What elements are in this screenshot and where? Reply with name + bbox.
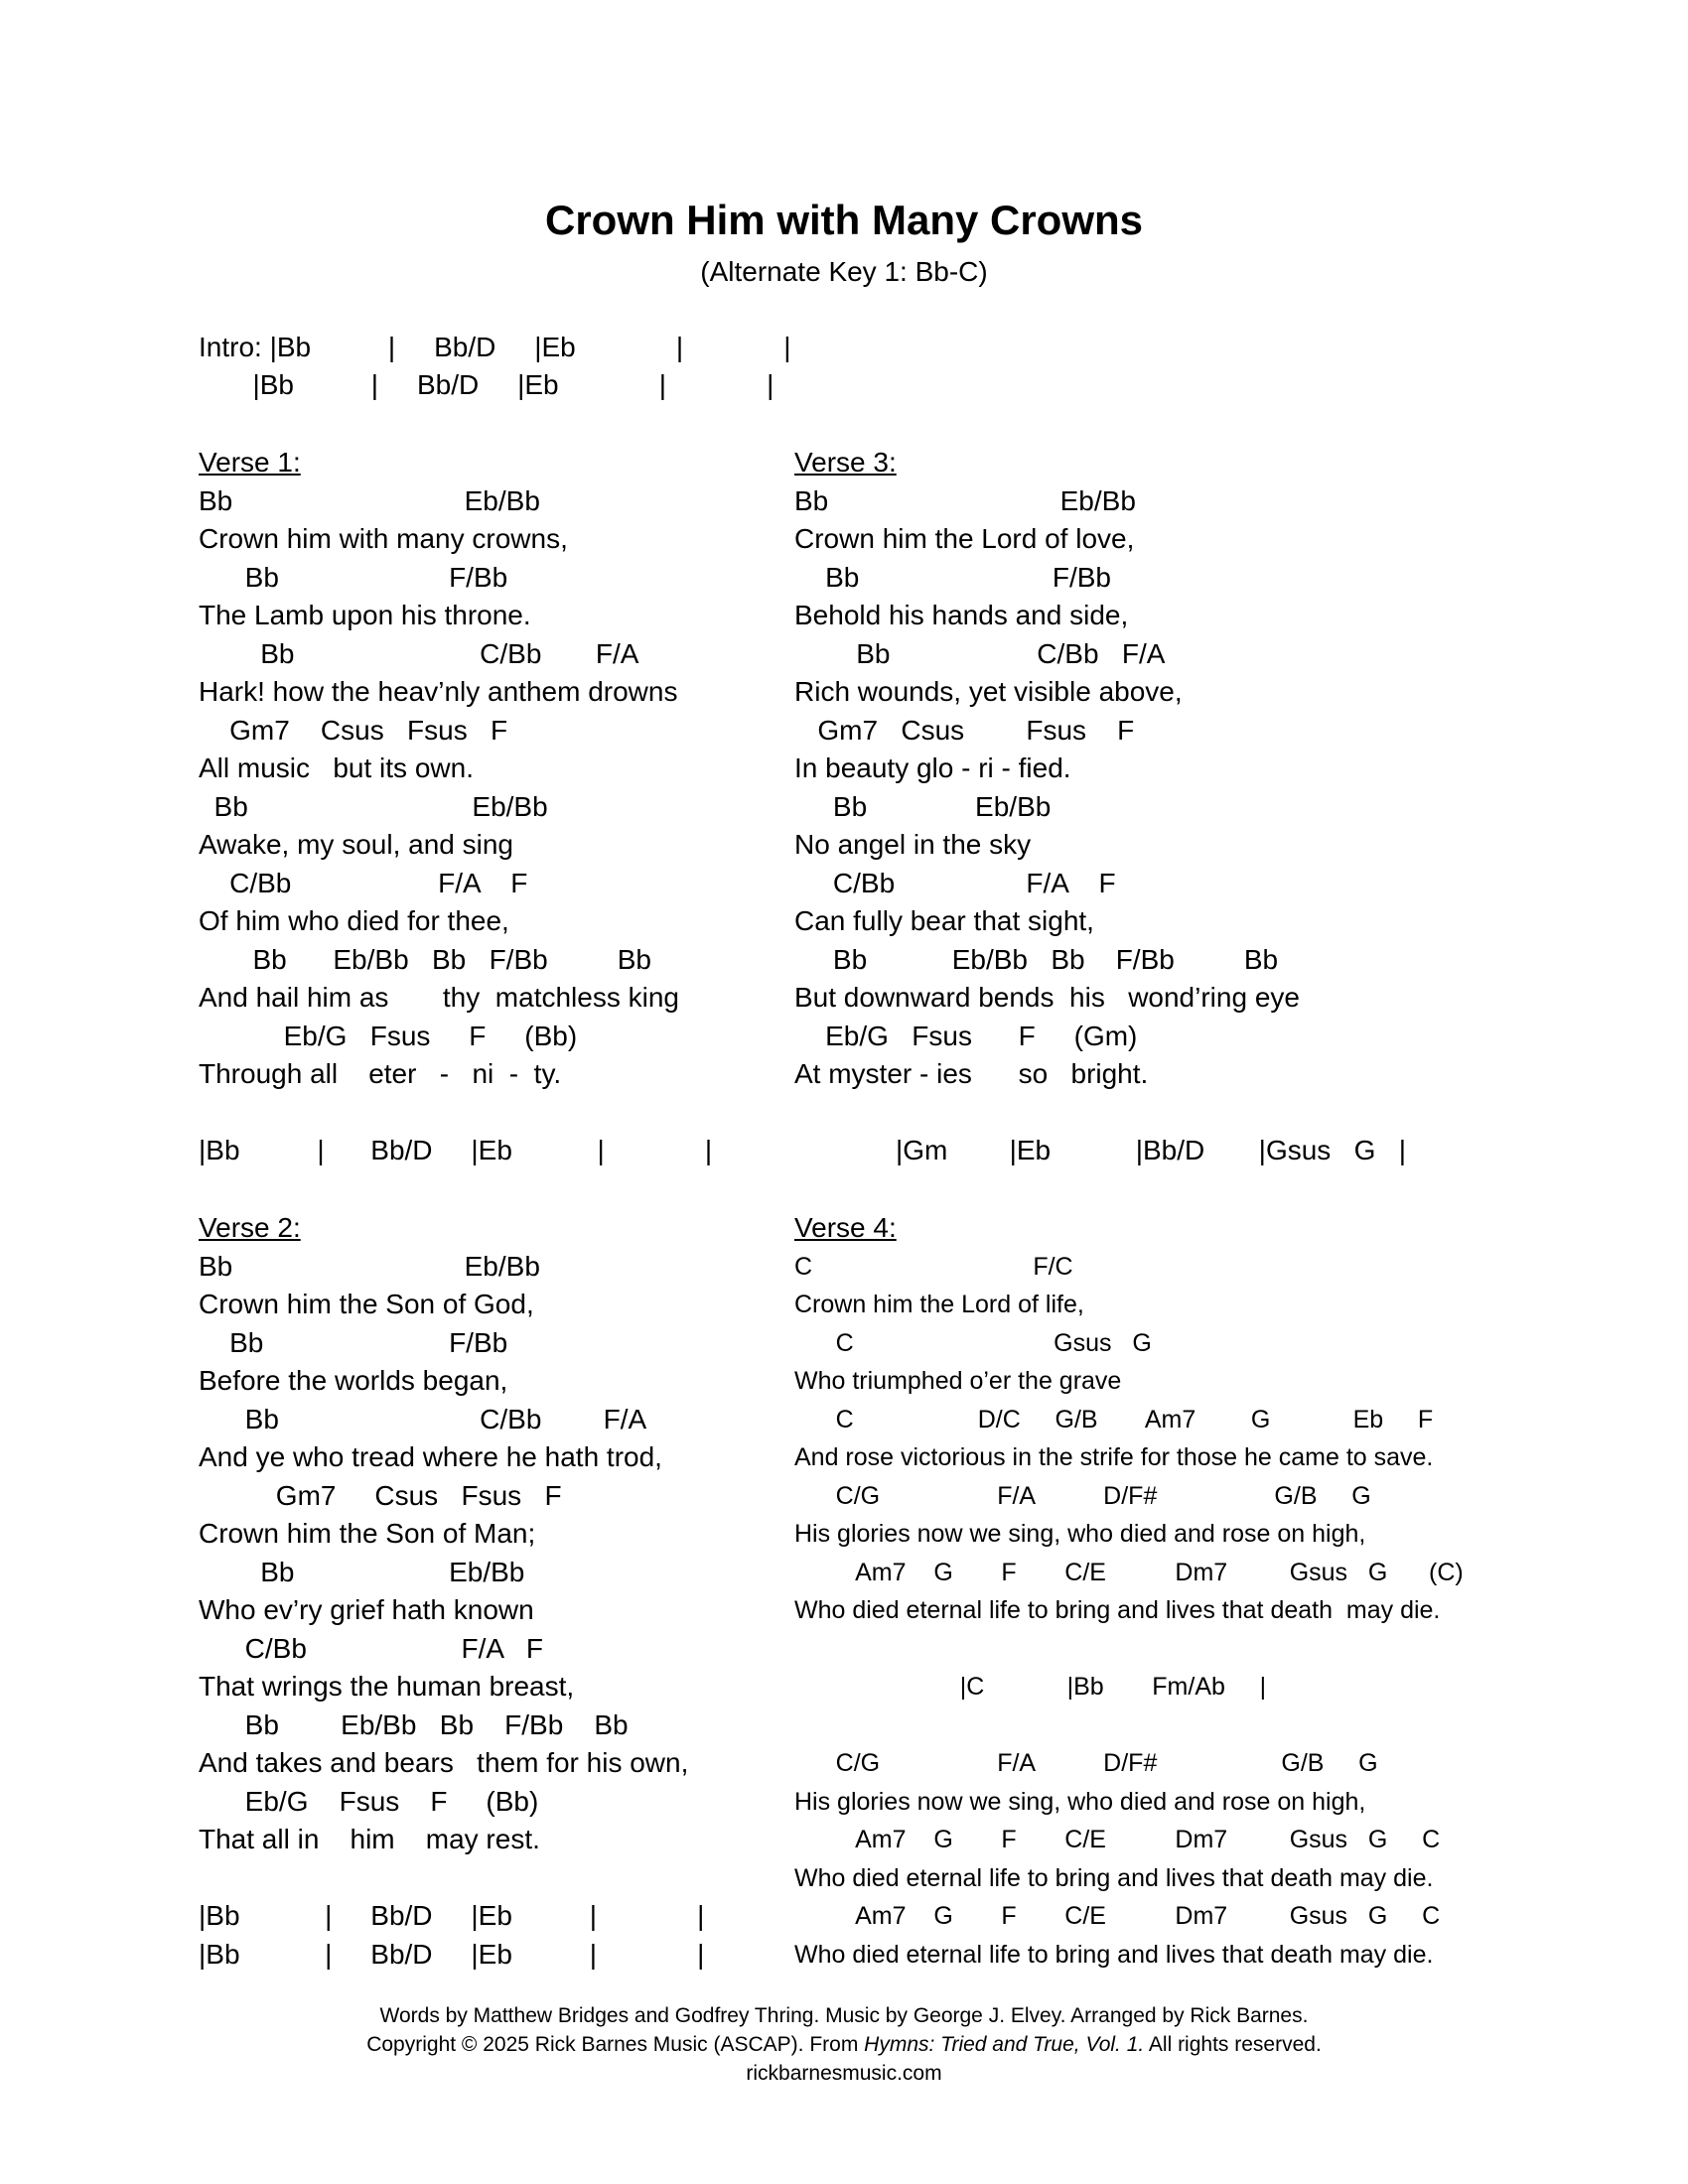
verse-3-line: But downward bends his wond’ring eye [794, 982, 1300, 1013]
verse-2-line: Crown him the Son of God, [199, 1289, 534, 1319]
verse-1-line: Eb/G Fsus F (Bb) [199, 1021, 578, 1051]
verse-4-heading: Verse 4: [794, 1212, 897, 1243]
verse-2-line: Eb/G Fsus F (Bb) [199, 1786, 539, 1817]
song-title: Crown Him with Many Crowns [544, 197, 1144, 243]
verse-4-line: Am7 G F C/E Dm7 Gsus G (C) [794, 1559, 1464, 1586]
footer-copyright [0, 2032, 1688, 2058]
verse-1-line: Bb Eb/Bb [199, 791, 548, 822]
verse-4-line: His glories now we sing, who died and rose on high, [794, 1788, 1366, 1816]
footer-book-title: Hymns: Tried and True, Vol. 1. [864, 2033, 1145, 2056]
verse-3-heading: Verse 3: [794, 447, 897, 478]
verse-3-line: At myster - ies so bright. [794, 1058, 1149, 1089]
verse-3-line: Behold his hands and side, [794, 600, 1129, 630]
verse-1-line: The Lamb upon his throne. [199, 600, 531, 630]
ending-line-2: |Bb | Bb/D |Eb | | [199, 1939, 705, 1970]
verse-1-line: C/Bb F/A F [199, 868, 528, 898]
verse-2-line: C/Bb F/A F [199, 1633, 543, 1664]
verse-4-line: Am7 G F C/E Dm7 Gsus G C [794, 1826, 1441, 1853]
verse-2-line: Bb F/Bb [199, 1327, 508, 1358]
verse-4-line: Am7 G F C/E Dm7 Gsus G C [794, 1902, 1441, 1930]
interlude-left: |Bb | Bb/D |Eb | | [199, 1135, 713, 1165]
verse-4-line: C D/C G/B Am7 G Eb F [794, 1406, 1434, 1433]
verse-1-heading: Verse 1: [199, 447, 301, 478]
verse-1-line: Bb C/Bb F/A [199, 638, 639, 669]
verse-1-line: Hark! how the heav’nly anthem drowns [199, 676, 678, 707]
verse-3-line: Bb C/Bb F/A [794, 638, 1166, 669]
verse-1-line: Of him who died for thee, [199, 905, 509, 936]
verse-4-line: Crown him the Lord of life, [794, 1291, 1084, 1318]
verse-4-line: And rose victorious in the strife for those he came to save. [794, 1443, 1434, 1471]
verse-2-line: And takes and bears them for his own, [199, 1747, 689, 1778]
intro-line-2: |Bb | Bb/D |Eb | | [199, 369, 774, 400]
verse-4-line: C Gsus G [794, 1329, 1152, 1357]
verse-2-line: That wrings the human breast, [199, 1671, 575, 1702]
verse-3-line: Can fully bear that sight, [794, 905, 1094, 936]
footer-website: rickbarnesmusic.com [746, 2062, 942, 2085]
verse-4-line: Who died eternal life to bring and lives that death may die. [794, 1941, 1434, 1969]
verse-2-line: Before the worlds began, [199, 1365, 508, 1396]
verse-4-line: Who triumphed o’er the grave [794, 1367, 1122, 1395]
verse-3-line: Eb/G Fsus F (Gm) [794, 1021, 1138, 1051]
verse-3-line: Bb Eb/Bb Bb F/Bb Bb [794, 944, 1279, 975]
verse-3-line: Bb F/Bb [794, 562, 1111, 593]
verse-2-line: Bb Eb/Bb [199, 1251, 540, 1282]
alternate-key-subtitle: (Alternate Key 1: Bb-C) [700, 256, 988, 287]
verse-3-line: In beauty glo - ri - fied. [794, 752, 1071, 783]
verse-4-line: Who died eternal life to bring and lives that death may die. [794, 1596, 1441, 1624]
verse-1-line: Gm7 Csus Fsus F [199, 715, 508, 746]
verse-2-line: Bb Eb/Bb Bb F/Bb Bb [199, 1709, 629, 1740]
verse-2-line: Bb Eb/Bb [199, 1557, 525, 1587]
footer-copyright-text: Copyright © 2025 Rick Barnes Music (ASCAP). From [366, 2033, 865, 2056]
footer-rights: All rights reserved. [1144, 2033, 1322, 2056]
verse-1-line: Crown him with many crowns, [199, 523, 568, 554]
verse-3-line: C/Bb F/A F [794, 868, 1116, 898]
verse-2-line: Who ev’ry grief hath known [199, 1594, 534, 1625]
verse-2-heading: Verse 2: [199, 1212, 301, 1243]
verse-4-line: C/G F/A D/F# G/B G [794, 1482, 1371, 1510]
verse-4-line: C F/C [794, 1253, 1073, 1281]
verse-1-line: Through all eter - ni - ty. [199, 1058, 562, 1089]
verse-2-line: Bb C/Bb F/A [199, 1404, 647, 1434]
verse-4-line: C/G F/A D/F# G/B G [794, 1749, 1378, 1777]
verse-2-line: That all in him may rest. [199, 1824, 540, 1854]
verse-1-line: All music but its own. [199, 752, 474, 783]
verse-1-line: Bb Eb/Bb [199, 485, 540, 516]
verse-3-line: Bb Eb/Bb [794, 485, 1136, 516]
verse-4-line: His glories now we sing, who died and rose on high, [794, 1520, 1366, 1548]
verse-1-line: Bb F/Bb [199, 562, 508, 593]
ending-line-1: |Bb | Bb/D |Eb | | [199, 1900, 705, 1931]
verse-3-line: Rich wounds, yet visible above, [794, 676, 1183, 707]
verse-1-line: Awake, my soul, and sing [199, 829, 513, 860]
verse-4-interlude: |C |Bb Fm/Ab | [794, 1673, 1267, 1701]
verse-1-line: Bb Eb/Bb Bb F/Bb Bb [199, 944, 651, 975]
footer-credits: Words by Matthew Bridges and Godfrey Thring. Music by George J. Elvey. Arranged by Rick Barnes. [379, 2004, 1309, 2027]
verse-3-line: Crown him the Lord of love, [794, 523, 1135, 554]
verse-2-line: And ye who tread where he hath trod, [199, 1441, 662, 1472]
verse-2-line: Crown him the Son of Man; [199, 1518, 536, 1549]
intro-line-1: Intro: |Bb | Bb/D |Eb | | [199, 332, 791, 362]
verse-4-line: Who died eternal life to bring and lives that death may die. [794, 1864, 1434, 1892]
interlude-right: |Gm |Eb |Bb/D |Gsus G | [896, 1135, 1407, 1165]
verse-3-line: Gm7 Csus Fsus F [794, 715, 1135, 746]
verse-2-line: Gm7 Csus Fsus F [199, 1480, 562, 1511]
verse-1-line: And hail him as thy matchless king [199, 982, 679, 1013]
verse-3-line: No angel in the sky [794, 829, 1032, 860]
verse-3-line: Bb Eb/Bb [794, 791, 1052, 822]
